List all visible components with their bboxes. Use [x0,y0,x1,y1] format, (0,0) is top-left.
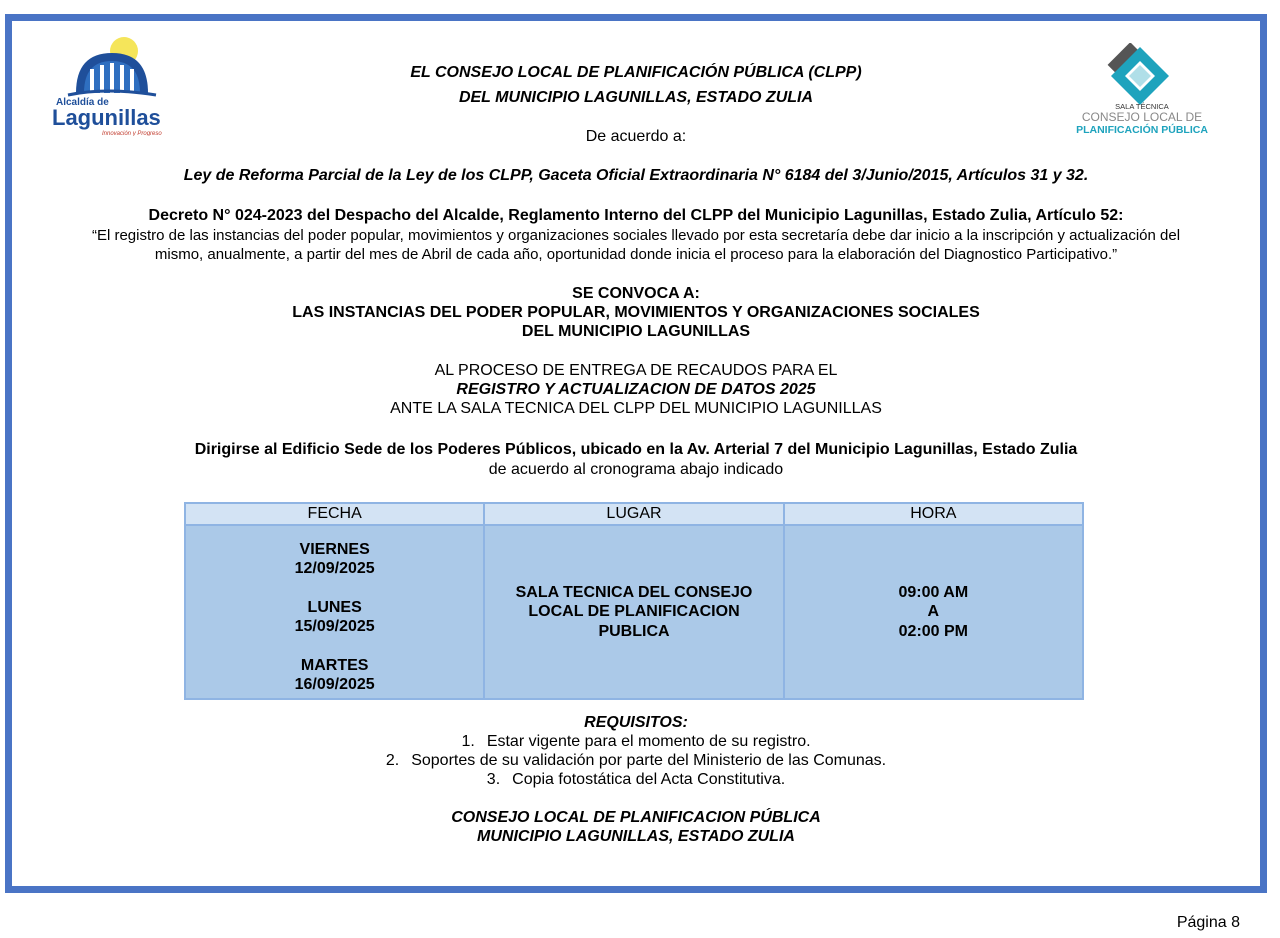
place-cell [484,525,783,699]
footer-line2: MUNICIPIO LAGUNILLAS, ESTADO ZULIA [477,828,795,845]
place-line-2: LOCAL DE PLANIFICACION [528,603,740,621]
process-line3: ANTE LA SALA TECNICA DEL CLPP DEL MUNICIPIO LAGUNILLAS [390,400,882,417]
date-day-1: VIERNES [299,540,370,558]
header-fecha: FECHA [185,503,484,525]
requirement-num-2: 2. [385,752,400,769]
time-line-3: 02:00 PM [898,622,969,640]
date-value-3: 16/09/2025 [294,676,375,693]
decree-quote-line1: “El registro de las instancias del poder popular, movimientos y organizaciones sociales llevado por esta secretaría debe dar inicio a la inscripción y actualización del [91,227,1181,244]
schedule-body-row [185,525,1083,699]
date-value-2: 15/09/2025 [294,618,375,635]
page-number: Página 8 [1176,914,1240,931]
directions-line2: de acuerdo al cronograma abajo indicado [488,461,784,478]
directions-line1: Dirigirse al Edificio Sede de los Poderes Públicos, ubicado en la Av. Arterial 7 del Municipio Lagunillas, Estado Zulia [194,441,1078,458]
place-line-1: SALA TECNICA DEL CONSEJO [515,583,753,601]
schedule-table [184,502,1084,700]
requirement-item-2 [12,751,1260,770]
process-line1: AL PROCESO DE ENTREGA DE RECAUDOS PARA EL [434,362,838,379]
alcaldia-lagunillas-logo [46,31,176,136]
header-title-line1: EL CONSEJO LOCAL DE PLANIFICACIÓN PÚBLICA (CLPP) [410,64,862,81]
requirement-text-2: Soportes de su validación por parte del Ministerio de las Comunas. [411,752,887,769]
date-day-3: MARTES [300,656,369,674]
requirements-heading: REQUISITOS: [584,714,688,731]
convocation-line2: DEL MUNICIPIO LAGUNILLAS [521,323,751,340]
requirement-num-1: 1. [461,733,475,750]
date-day-2: LUNES [307,598,362,616]
according-to-label: De acuerdo a: [585,128,687,145]
requirement-num-3: 3. [486,771,501,788]
logo-left-line1: Alcaldía de [56,97,109,108]
place-line-3: PUBLICA [598,622,670,640]
convocation-line1: LAS INSTANCIAS DEL PODER POPULAR, MOVIMIENTOS Y ORGANIZACIONES SOCIALES [292,304,980,321]
logo-right-line1: SALA TÉCNICA [1115,102,1169,111]
decree-quote-line2: mismo, anualmente, a partir del mes de Abril de cada año, oportunidad donde inicia el proceso para la elaboración del Diagnostico Participativo.” [154,246,1118,263]
footer-line1: CONSEJO LOCAL DE PLANIFICACION PÚBLICA [451,809,821,826]
logo-right-line3: PLANIFICACIÓN PÚBLICA [1076,124,1208,136]
time-cell [784,525,1083,699]
header-lugar: LUGAR [484,503,783,525]
requirement-text-1: Estar vigente para el momento de su registro. [486,733,811,750]
requirement-item-1 [12,732,1260,751]
schedule-header-row [185,503,1083,525]
logo-right-line2: CONSEJO LOCAL DE [1081,110,1203,124]
process-line2: REGISTRO Y ACTUALIZACION DE DATOS 2025 [456,381,816,398]
date-value-1: 12/09/2025 [294,560,375,577]
law-reference: Ley de Reforma Parcial de la Ley de los CLPP, Gaceta Oficial Extraordinaria N° 6184 del 3/Junio/2015, Artículos 31 y 32. [183,167,1089,184]
header-title-line2: DEL MUNICIPIO LAGUNILLAS, ESTADO ZULIA [458,89,814,106]
document-frame [5,14,1267,893]
logo-left-line2: Lagunillas [52,105,161,130]
time-line-2: A [927,603,940,621]
logo-left-tagline: Innovación y Progreso [102,131,162,136]
requirement-text-3: Copia fotostática del Acta Constitutiva. [512,771,786,788]
document-content [12,21,1260,886]
decree-reference: Decreto N° 024-2023 del Despacho del Alcalde, Reglamento Interno del CLPP del Municipio Lagunillas, Estado Zulia, Artículo 52: [148,207,1124,224]
dates-cell [185,525,484,699]
header-hora: HORA [784,503,1083,525]
convocation-heading: SE CONVOCA A: [572,285,700,302]
requirement-item-3 [12,770,1260,789]
time-line-1: 09:00 AM [898,583,969,601]
